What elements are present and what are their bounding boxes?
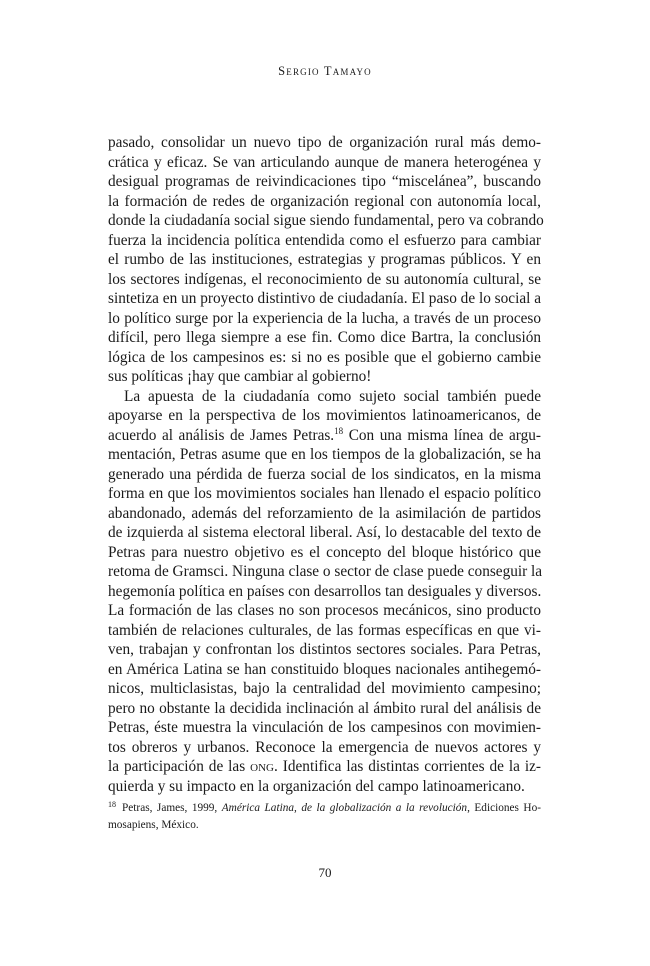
text-line: sintetiza en un proyecto distintivo de ciudadanía. El paso de lo social a — [108, 290, 541, 307]
text-line: donde la ciudadanía social sigue siendo fundamental, pero va cobrando — [108, 212, 544, 229]
text-line: nicos, multiclasistas, bajo la centralidad del movimiento campesino; — [108, 680, 541, 697]
text-line: desigual programas de reivindicaciones tipo “miscelánea”, buscando — [108, 173, 541, 190]
text-segment: la participación de las — [108, 758, 251, 775]
text-line: lógica de los campesinos es: si no es posible que el gobierno cambie — [108, 348, 541, 366]
text-line: ven, trabajan y confrontan los distintos sectores sociales. Para Petras, — [108, 641, 541, 658]
footnote — [108, 796, 541, 834]
text-line: Petras, éste muestra la vinculación de los campesinos con movimien- — [108, 719, 541, 736]
text-line — [108, 426, 541, 446]
text-line: fuerza la incidencia política entendida como el esfuerzo para cambiar — [108, 231, 541, 249]
text-line: en América Latina se han constituido bloques nacionales antihegemó- — [108, 660, 541, 678]
footnote-number: 18 — [108, 800, 116, 809]
text-line: Petras para nuestro objetivo es el concepto del bloque histórico que — [108, 543, 541, 561]
text-line: tos obreros y urbanos. Reconoce la emergencia de nuevos actores y — [108, 738, 541, 756]
footnote-reference: 18 — [334, 425, 344, 436]
text-line: abandonado, además del reforzamiento de la asimilación de partidos — [108, 504, 541, 522]
text-line: forma en que los movimientos sociales han llenado el espacio político — [108, 485, 541, 502]
text-line: retoma de Gramsci. Ninguna clase o sector de clase puede conseguir la — [108, 563, 543, 580]
text-line: difícil, pero llega siempre a ese fin. Como dice Bartra, la conclusión — [108, 329, 541, 346]
text-segment: acuerdo al análisis de James Petras. — [108, 426, 335, 444]
page-number: 70 — [318, 865, 332, 880]
running-head: Sergio Tamayo — [278, 64, 372, 78]
text-line: lo político surge por la experiencia de la lucha, a través de un proceso — [108, 309, 541, 327]
text-line: sus políticas ¡hay que cambiar al gobierno! — [108, 368, 372, 385]
text-segment: Con una misma línea de argu- — [343, 426, 542, 444]
text-line: el rumbo de las instituciones, estrategias y programas públicos. Y en — [108, 251, 541, 268]
abbreviation: ong — [250, 758, 274, 775]
text-line: hegemonía política en países con desarrollos tan desiguales y diversos. — [108, 582, 542, 600]
footnote-title: América Latina, de la globalización a la revolución — [221, 802, 468, 814]
paragraph-1 — [108, 133, 544, 387]
text-line: pero no obstante la decidida inclinación al ámbito rural del análisis de — [108, 699, 541, 717]
text-segment: . Identifica las distintas corrientes de la iz- — [273, 758, 541, 775]
text-line: La apuesta de la ciudadanía como sujeto social también puede — [124, 387, 541, 405]
text-line: pasado, consolidar un nuevo tipo de organización rural más demo- — [108, 134, 541, 151]
text-line: también de relaciones culturales, de las formas específicas en que vi- — [108, 621, 541, 639]
text-line: generado una pérdida de fuerza social de los sindicatos, en la misma — [108, 465, 541, 483]
text-line: la formación de redes de organización regional con autonomía local, — [108, 192, 541, 210]
text-line: los sectores indígenas, el reconocimiento de su autonomía cultural, se — [108, 270, 541, 288]
footnote-text: Petras, James, 1999, — [122, 802, 222, 814]
text-line: crática y eficaz. Se van articulando aunque de manera heterogénea y — [108, 153, 541, 171]
text-line: apoyarse en la perspectiva de los movimientos latinoamericanos, de — [108, 407, 541, 424]
text-line: quierda y su impacto en la organización del campo latinoamericano. — [108, 777, 525, 795]
text-line — [108, 757, 541, 777]
footnote-text: , Ediciones Ho- — [467, 802, 541, 814]
text-line: mentación, Petras asume que en los tiempos de la globalización, se ha — [108, 446, 541, 463]
paragraph-2 — [108, 387, 541, 797]
footnote-line — [108, 796, 541, 817]
text-line: de izquierda al sistema electoral liberal. Así, lo destacable del texto de — [108, 524, 541, 541]
footnote-line: mosapiens, México. — [108, 819, 199, 831]
body-text — [108, 133, 544, 796]
text-line: La formación de las clases no son procesos mecánicos, sino producto — [108, 602, 541, 619]
